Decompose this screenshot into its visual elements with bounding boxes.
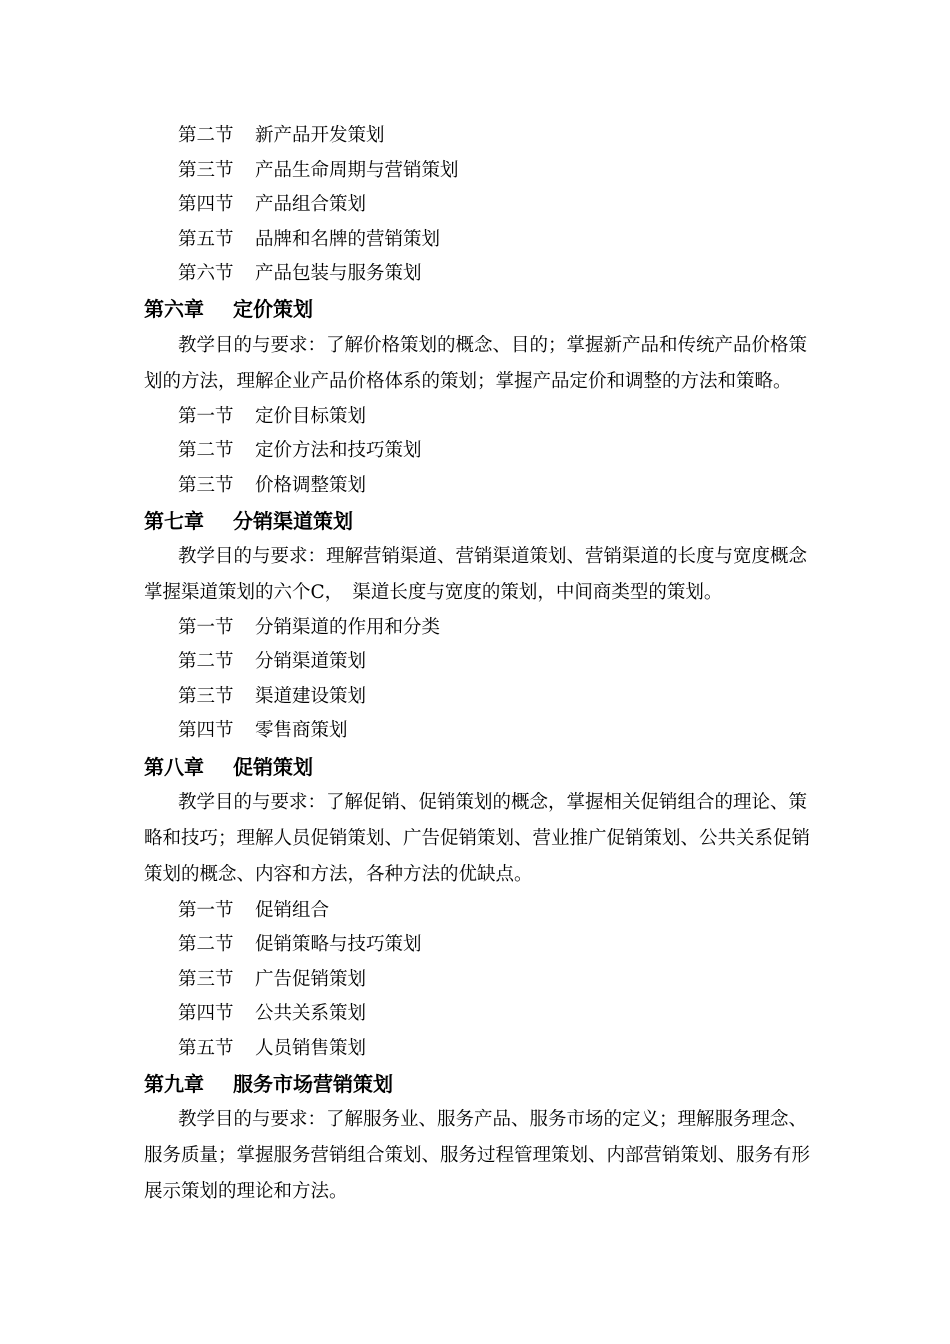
chapter-description-line: 教学目的与要求：了解服务业、服务产品、服务市场的定义；理解服务理念、 [178, 1109, 808, 1130]
section-heading: 第四节 产品组合策划 [178, 194, 367, 215]
chapter-description-line: 教学目的与要求：了解价格策划的概念、目的；掌握新产品和传统产品价格策 [178, 335, 808, 356]
section-heading: 第四节 公共关系策划 [178, 1003, 367, 1024]
chapter-description-line: 掌握渠道策划的六个C， 渠道长度与宽度的策划，中间商类型的策划。 [144, 582, 723, 603]
section-heading: 第四节 零售商策划 [178, 720, 348, 741]
section-heading: 第一节 分销渠道的作用和分类 [178, 617, 441, 638]
chapter-description-line: 服务质量；掌握服务营销组合策划、服务过程管理策划、内部营销策划、服务有形 [144, 1145, 811, 1166]
section-heading: 第六节 产品包装与服务策划 [178, 263, 422, 284]
chapter-heading: 第九章 服务市场营销策划 [144, 1072, 393, 1096]
section-heading: 第三节 价格调整策划 [178, 475, 367, 496]
chapter-heading: 第八章 促销策划 [144, 755, 313, 779]
section-heading: 第三节 渠道建设策划 [178, 686, 367, 707]
section-heading: 第二节 促销策略与技巧策划 [178, 934, 422, 955]
section-heading: 第五节 品牌和名牌的营销策划 [178, 229, 441, 250]
chapter-description-line: 划的方法，理解企业产品价格体系的策划；掌握产品定价和调整的方法和策略。 [144, 371, 792, 392]
chapter-heading: 第七章 分销渠道策划 [144, 509, 353, 533]
section-heading: 第一节 定价目标策划 [178, 406, 367, 427]
section-heading: 第二节 分销渠道策划 [178, 651, 367, 672]
chapter-description-line: 教学目的与要求：了解促销、促销策划的概念，掌握相关促销组合的理论、策 [178, 792, 808, 813]
chapter-description-line: 略和技巧；理解人员促销策划、广告促销策划、营业推广促销策划、公共关系促销 [144, 828, 811, 849]
chapter-description-line: 教学目的与要求：理解营销渠道、营销渠道策划、营销渠道的长度与宽度概念 [178, 546, 808, 567]
chapter-description-line: 展示策划的理论和方法。 [144, 1181, 348, 1202]
section-heading: 第二节 新产品开发策划 [178, 125, 385, 146]
chapter-description-line: 策划的概念、内容和方法，各种方法的优缺点。 [144, 864, 533, 885]
section-heading: 第三节 产品生命周期与营销策划 [178, 160, 459, 181]
chapter-heading: 第六章 定价策划 [144, 297, 313, 321]
section-heading: 第二节 定价方法和技巧策划 [178, 440, 422, 461]
section-heading: 第一节 促销组合 [178, 900, 330, 921]
section-heading: 第五节 人员销售策划 [178, 1038, 367, 1059]
section-heading: 第三节 广告促销策划 [178, 969, 367, 990]
